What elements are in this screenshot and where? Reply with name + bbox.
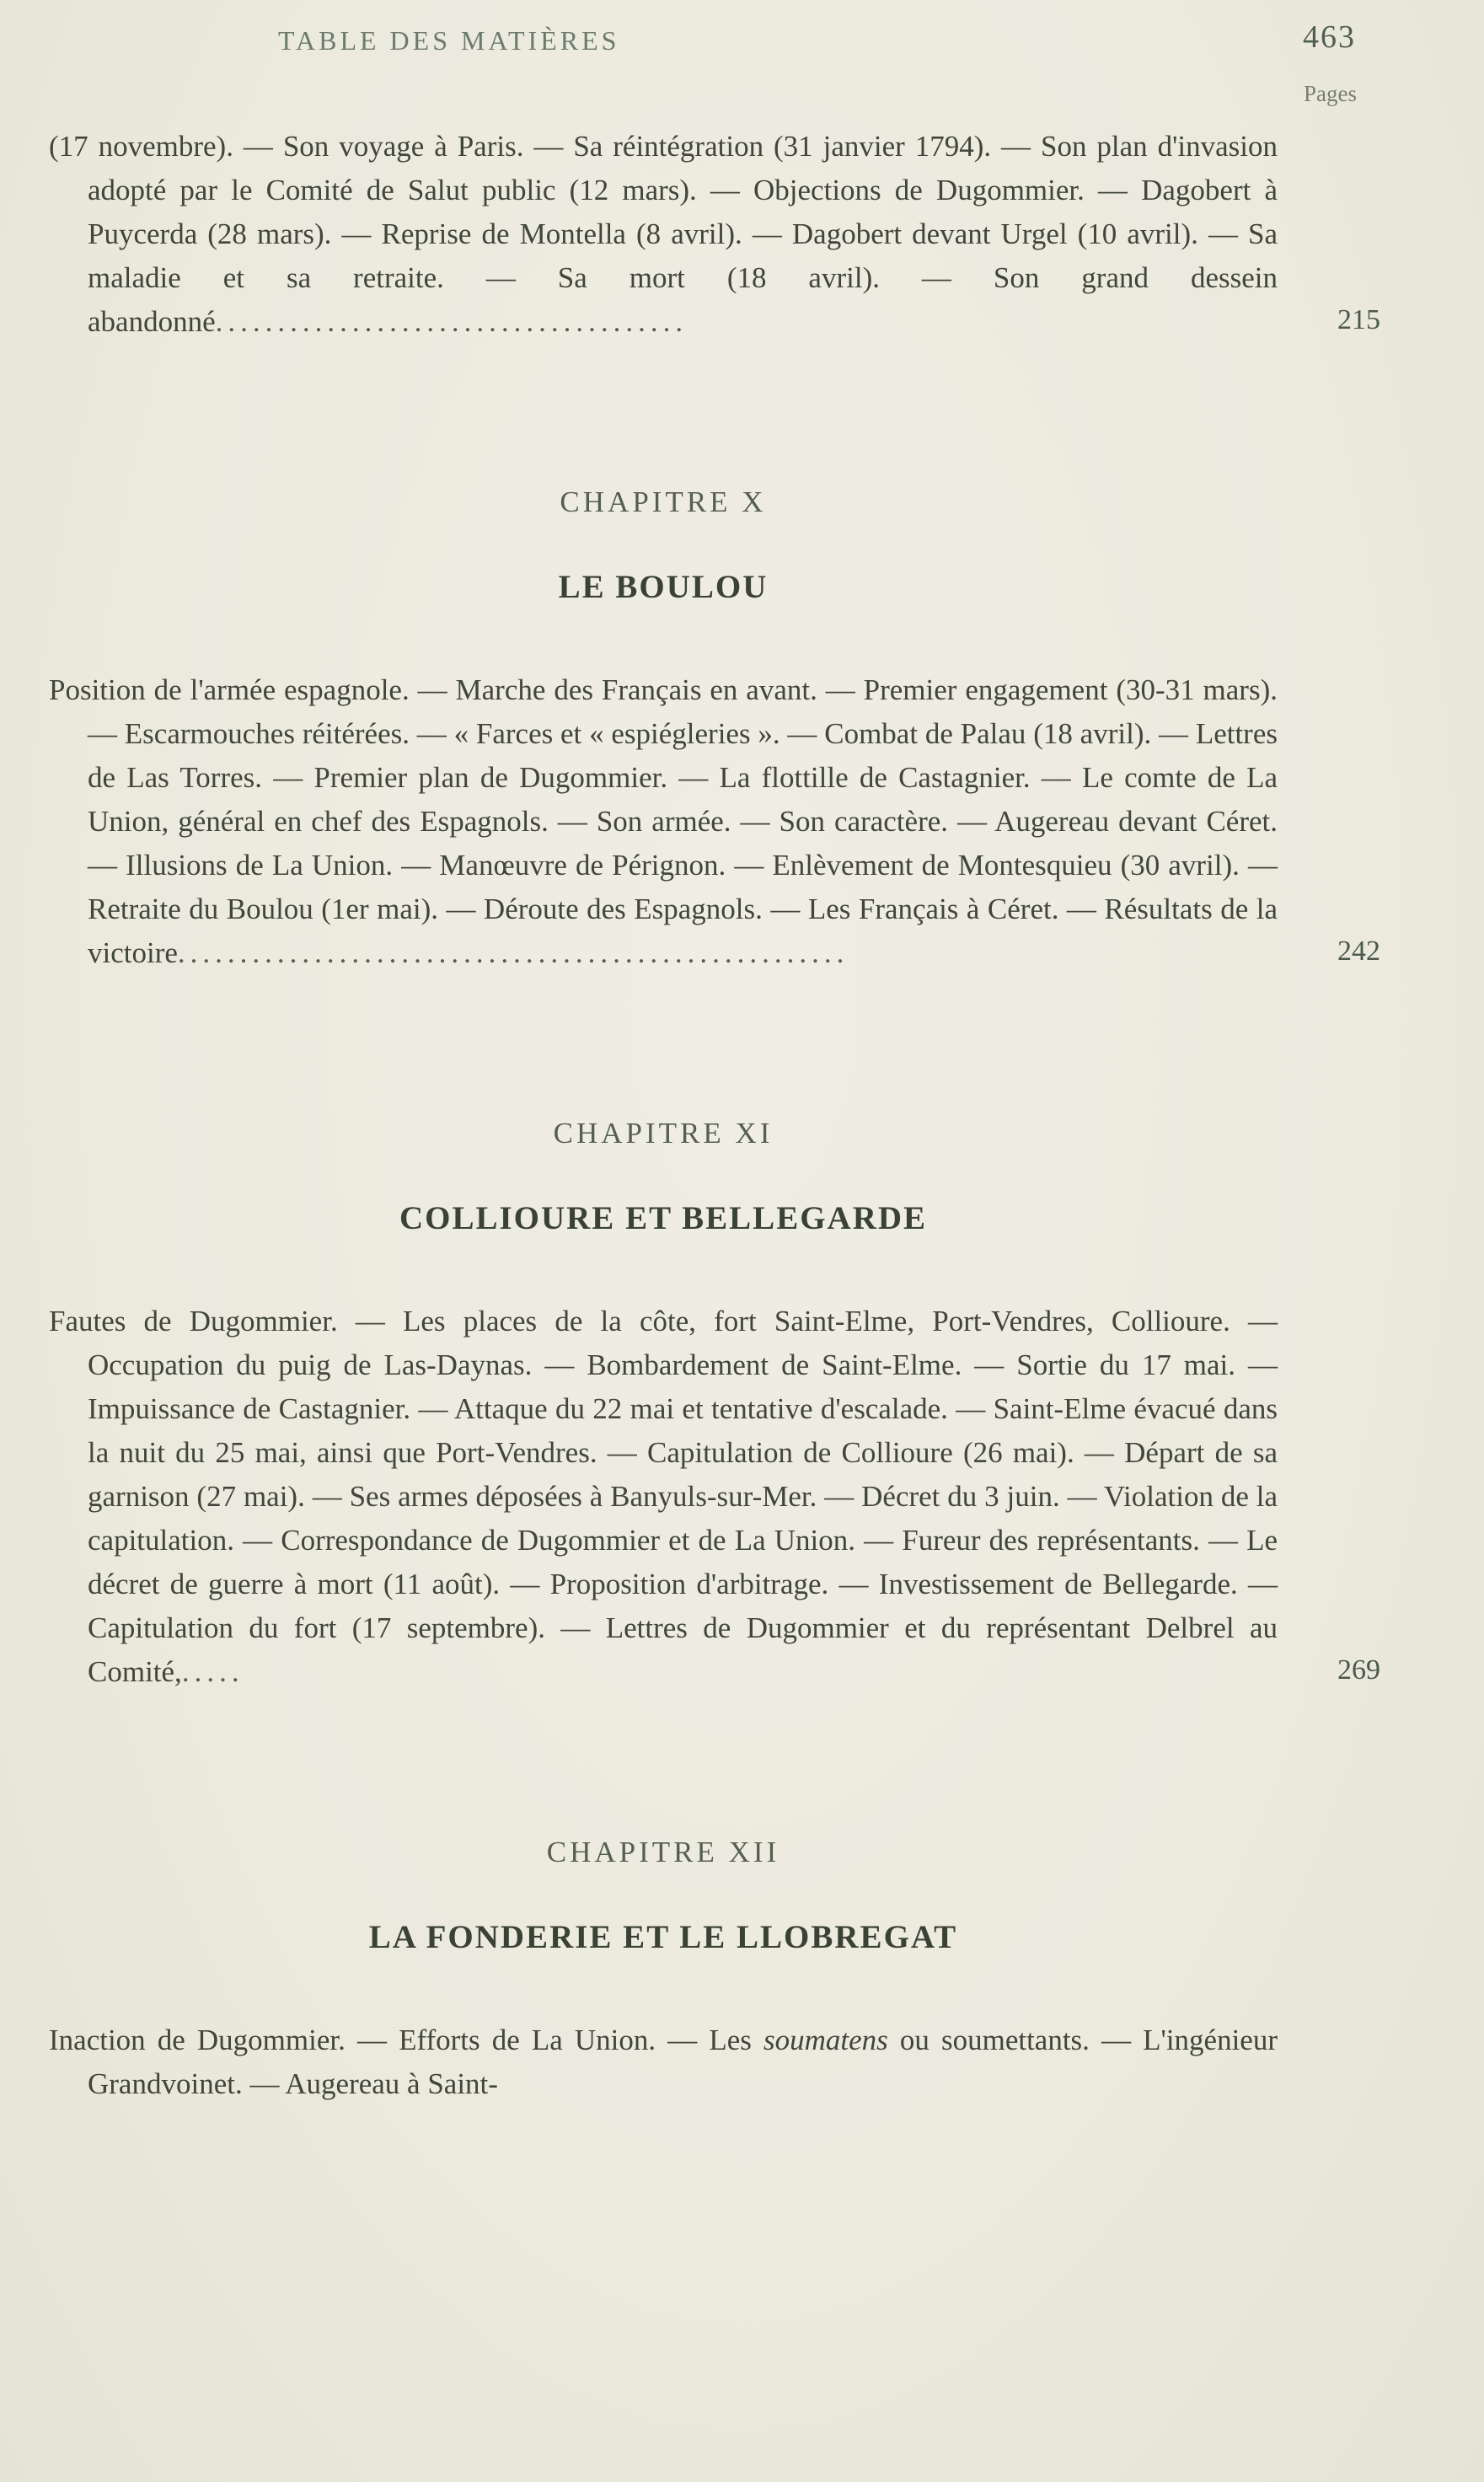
toc-entry-text: Inaction de Dugommier. — Efforts de La Union. — Les (49, 2024, 763, 2056)
toc-entry (49, 668, 1380, 975)
dot-leader: ...................................................... (177, 936, 849, 969)
toc-entry (49, 1300, 1380, 1694)
chapter-heading: CHAPITRE XI (553, 1117, 774, 1150)
toc-entry-text: (17 novembre). — Son voyage à Paris. — Sa réintégration (31 janvier 1794). — Son plan d'invasion adopté par le Comité de Salut public (12 mars). — Objections de Dugommier. — Dagobert à Puycerda (28 mars). — Reprise de Montella (8 avril). — Dagobert devant Urgel (10 avril). — Sa maladie et sa retraite. — Sa mort (18 avril). — Son grand dessein abandonné (49, 130, 1278, 338)
dot-leader: ..... (181, 1655, 244, 1688)
toc-entry-text: Fautes de Dugommier. — Les places de la côte, fort Saint-Elme, Port-Vendres, Collioure. — Occupation du puig de Las-Daynas. — Bombardement de Saint-Elme. — Sortie du 17 mai. — Impuissance de Castagnier. — Attaque du 22 mai et tentative d'escalade. — Saint-Elme évacué dans la nuit du 25 mai, ainsi que Port-Vendres. — Capitulation de Collioure (26 mai). — Départ de sa garnison (27 mai). — Ses armes déposées à Banyuls-sur-Mer. — Décret du 3 juin. — Violation de la capitulation. — Correspondance de Dugommier et de La Union. — Fureur des représentants. — Le décret de guerre à mort (11 août). — Proposition d'arbitrage. — Investissement de Bellegarde. — Capitulation du fort (17 septembre). — Lettres de Dugommier et du représentant Delbrel au Comité, (49, 1305, 1278, 1688)
pages-column-label: Pages (1304, 81, 1357, 106)
page-ref: 215 (1337, 304, 1380, 335)
chapter-subtitle: LA FONDERIE ET LE LLOBREGAT (368, 1919, 958, 1955)
page-ref: 269 (1337, 1654, 1380, 1686)
toc-entry (49, 2018, 1278, 2106)
page-ref: 242 (1337, 935, 1380, 967)
chapter-subtitle: COLLIOURE ET BELLEGARDE (399, 1200, 928, 1236)
toc-entry-text: Position de l'armée espagnole. — Marche des Français en avant. — Premier engagement (30-31 mars). — Escarmouches réitérées. — « Farces et « espiégleries ». — Combat de Palau (18 avril). — Lettres de Las Torres. — Premier plan de Dugommier. — La flottille de Castagnier. — Le comte de La Union, général en chef des Espagnols. — Son armée. — Son caractère. — Augereau devant Céret. — Illusions de La Union. — Manœuvre de Pérignon. — Enlèvement de Montesquieu (30 avril). — Retraite du Boulou (1er mai). — Déroute des Espagnols. — Les Français à Céret. — Résultats de la victoire (49, 673, 1278, 969)
table-of-contents (49, 125, 1380, 2106)
chapter-heading: CHAPITRE XII (546, 1836, 780, 1868)
toc-entry-text: ou soumettants. — L'ingénieur Grandvoinet. — Augereau à Saint- (88, 2024, 1278, 2100)
page-number: 463 (1303, 19, 1356, 55)
toc-entry (49, 125, 1380, 344)
toc-entry-text-italic: soumatens (763, 2024, 888, 2056)
chapter-subtitle: LE BOULOU (558, 569, 769, 605)
chapter-heading: CHAPITRE X (560, 485, 767, 518)
dot-leader: ...................................... (215, 305, 688, 338)
running-title: TABLE DES MATIÈRES (278, 25, 620, 56)
